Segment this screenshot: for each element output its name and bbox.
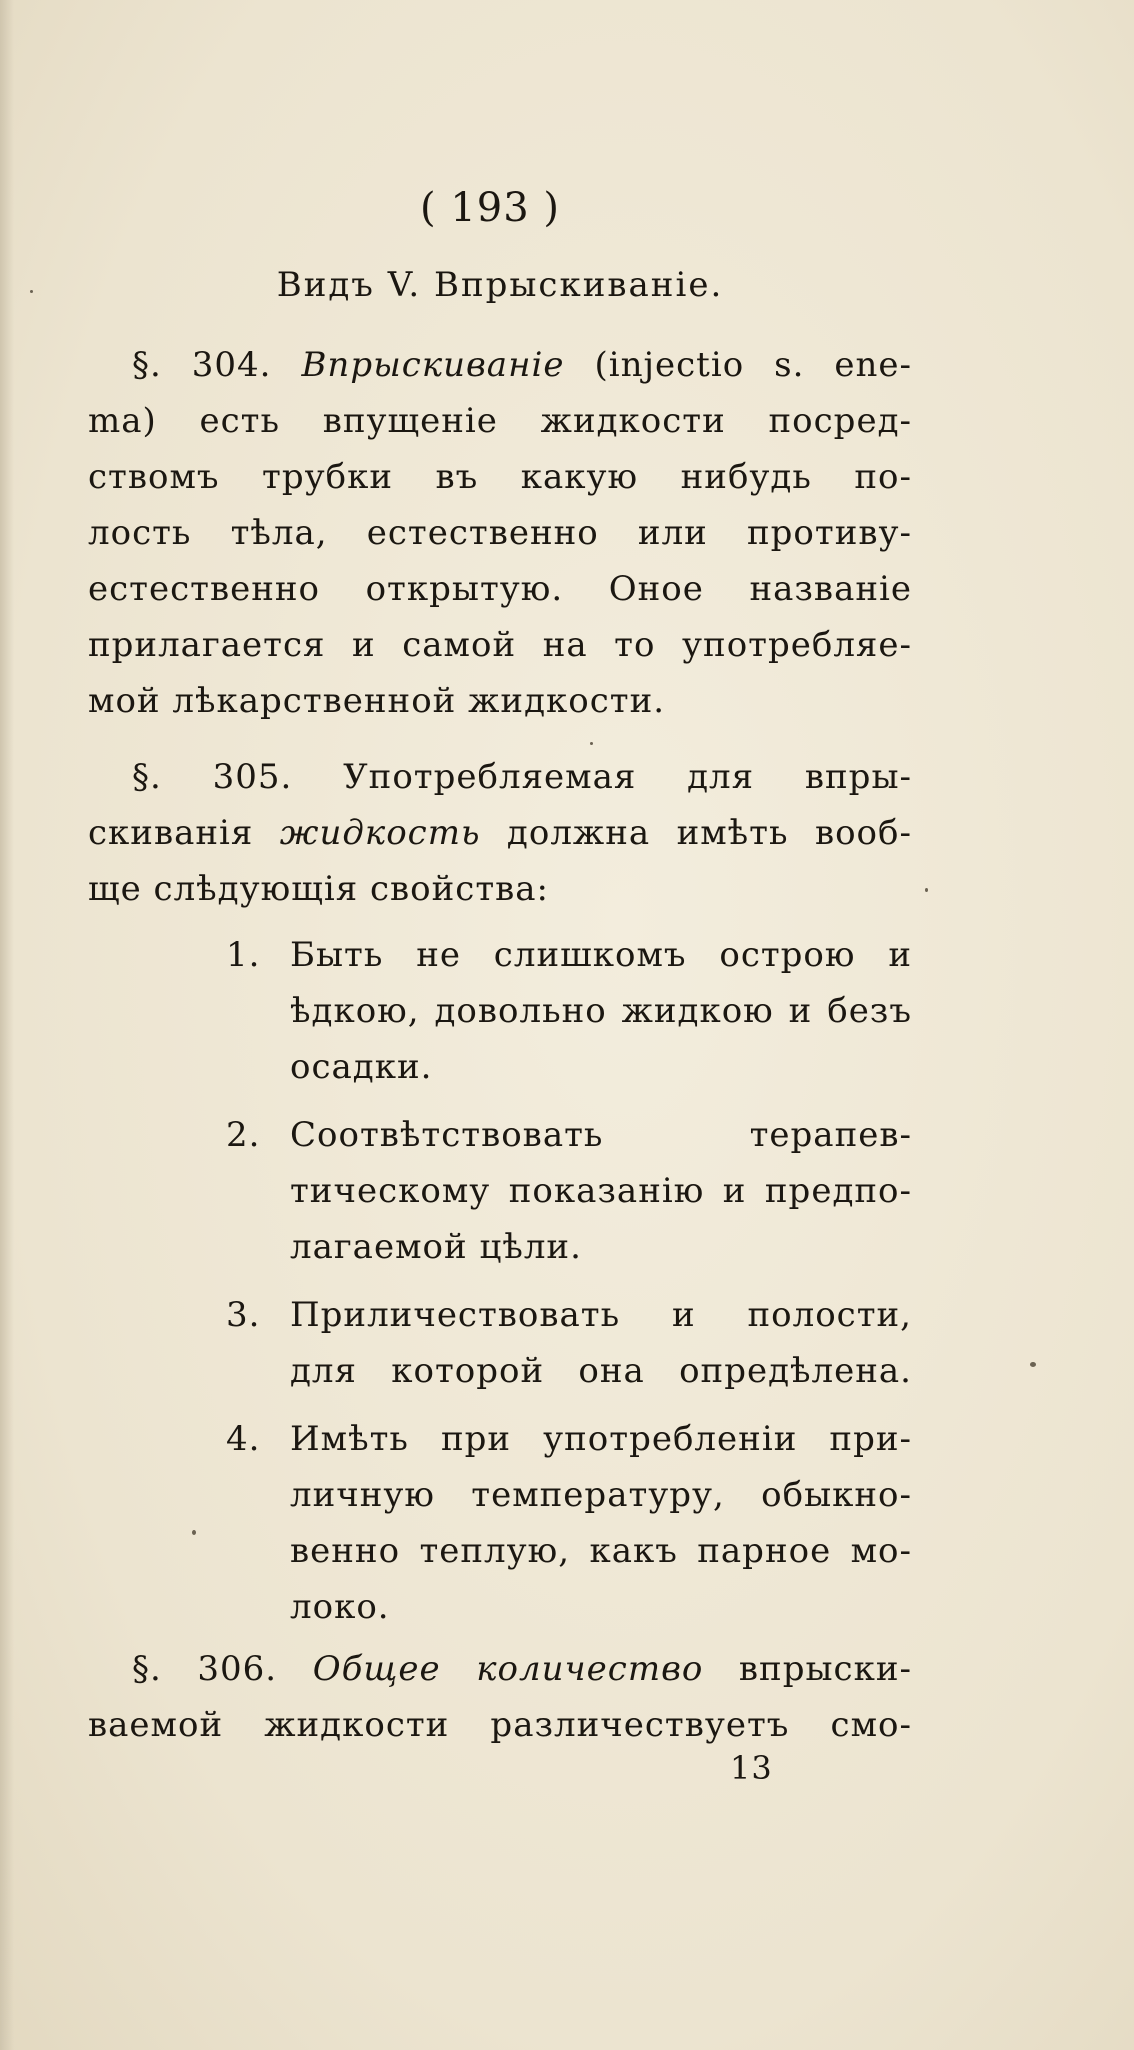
text-line: ще слѣдующiя свойства:	[88, 869, 549, 909]
text-line: лость тѣла, естественно или противу-	[88, 513, 912, 553]
paper-speck	[1030, 1362, 1036, 1367]
text-line: §. 304. Впрыскиванiе (injectio s. ene-	[132, 345, 912, 385]
text-line: лагаемой цѣли.	[290, 1227, 582, 1267]
text-line: венно теплую, какъ парное мо-	[290, 1531, 912, 1571]
paper-speck	[30, 290, 33, 293]
paper-speck	[590, 742, 593, 745]
text-line: скиванiя жидкость должна имѣть вооб-	[88, 813, 912, 853]
text-line: тическому показанiю и предпо-	[290, 1171, 912, 1211]
text-line: мой лѣкарственной жидкости.	[88, 681, 666, 721]
list-number: 1.	[226, 935, 261, 975]
text-line: Приличествовать и полости,	[290, 1295, 912, 1335]
page-edge-shadow	[0, 0, 14, 2050]
text-line: ѣдкою, довольно жидкою и безъ	[290, 991, 912, 1031]
text-line: осадки.	[290, 1047, 433, 1087]
text-line: локо.	[290, 1587, 390, 1627]
text-line: §. 305. Употребляемая для впры-	[132, 757, 912, 797]
list-number: 3.	[226, 1295, 261, 1335]
text-line: ваемой жидкости различествуетъ смо-	[88, 1705, 912, 1745]
paper-speck	[192, 1530, 196, 1535]
list-number: 4.	[226, 1419, 261, 1459]
text-line: ствомъ трубки въ какую нибудь по-	[88, 457, 912, 497]
text-line: §. 306. Общее количество впрыски-	[132, 1649, 912, 1689]
section-heading: Видъ V. Впрыскиванiе.	[276, 265, 724, 305]
text-line: Имѣть при употребленiи при-	[290, 1419, 912, 1459]
list-number: 2.	[226, 1115, 261, 1155]
text-line: Быть не слишкомъ острою и	[290, 935, 912, 975]
text-line: личную температуру, обыкно-	[290, 1475, 912, 1515]
text-line: прилагается и самой на то употребляе-	[88, 625, 912, 665]
text-line: естественно открытую. Оное названiе	[88, 569, 912, 609]
page-number: ( 193 )	[420, 185, 560, 231]
paper-speck	[925, 888, 928, 892]
text-line: Соотвѣтствовать терапев-	[290, 1115, 912, 1155]
signature-mark: 13	[730, 1749, 773, 1787]
text-line: ma) есть впущенiе жидкости посред-	[88, 401, 912, 441]
text-line: для которой она опредѣлена.	[290, 1351, 912, 1391]
